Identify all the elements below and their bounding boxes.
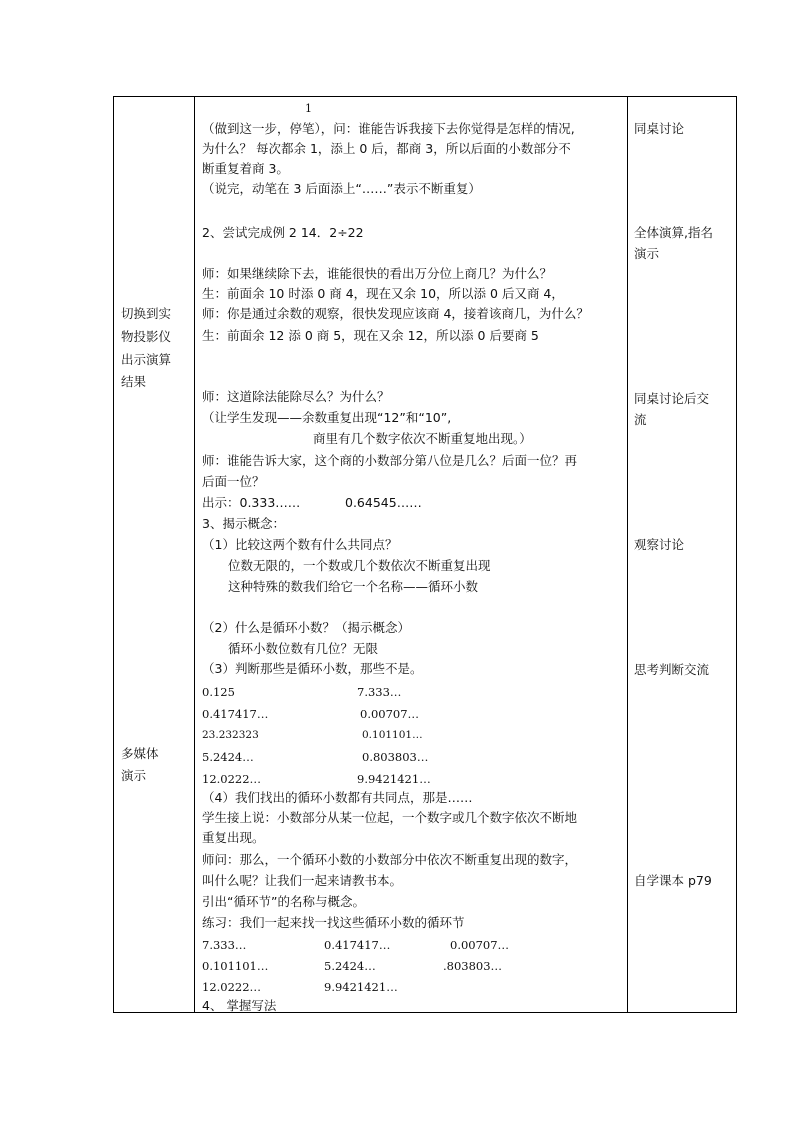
note-text: 全体演算,指名 xyxy=(634,225,713,240)
method-text-line: 结果 xyxy=(121,374,147,389)
note-text: 同桌讨论 xyxy=(634,121,685,136)
decimal-item: 0.00707… xyxy=(450,938,510,952)
text-line: 练习：我们一起来找一找这些循环小数的循环节 xyxy=(202,915,465,930)
text-line: 引出“循环节”的名称与概念。 xyxy=(202,894,365,909)
decimal-item: 7.333… xyxy=(202,938,247,952)
decimal-item: 23.232323 xyxy=(202,729,259,741)
section-heading: 4、 掌握写法 xyxy=(202,998,277,1013)
method-text-line: 物投影仪 xyxy=(121,329,172,344)
decimal-item: 7.333… xyxy=(357,685,402,699)
text-line: 重复出现。 xyxy=(202,830,265,845)
text-line: （4）我们找出的循环小数都有共同点，那是…… xyxy=(202,790,473,805)
top-digit: 1 xyxy=(305,102,312,115)
decimal-item: 0.101101… xyxy=(202,959,269,973)
decimal-item: 0.101101… xyxy=(362,729,423,741)
text-line: 断重复着商 3。 xyxy=(202,161,289,176)
text-line: 师：谁能告诉大家，这个商的小数部分第八位是几么？后面一位？再 xyxy=(202,453,578,468)
text-line: 循环小数位数有几位？无限 xyxy=(228,641,379,656)
content-column xyxy=(195,97,628,1013)
text-line: 师：如果继续除下去，谁能很快的看出万分位上商几？为什么？ xyxy=(202,266,553,281)
text-line: 这种特殊的数我们给它一个名称——循环小数 xyxy=(228,579,479,594)
decimal-item: 0.125 xyxy=(202,685,235,699)
text-line: 师：这道除法能除尽么？为什么？ xyxy=(202,389,390,404)
text-line: （2）什么是循环小数？（揭示概念） xyxy=(202,620,410,635)
note-text: 流 xyxy=(634,412,647,427)
decimal-item: 0.00707… xyxy=(360,707,420,721)
text-line: 商里有几个数字依次不断重复地出现。） xyxy=(313,431,532,446)
method-text-line: 演示 xyxy=(121,768,147,783)
decimal-item: 0.417417… xyxy=(202,707,269,721)
text-line: 生：前面余 10 时添 0 商 4，现在又余 10，所以添 0 后又商 4， xyxy=(202,286,564,301)
table-row xyxy=(114,97,737,1013)
example-heading: 2、尝试完成例 2 14．2÷22 xyxy=(202,225,364,240)
decimal-item: 5.2424… xyxy=(202,750,254,764)
text-line: （1）比较这两个数有什么共同点？ xyxy=(202,537,398,552)
text-line: 师：你是通过余数的观察，很快发现应该商 4，接着该商几，为什么？ xyxy=(202,306,589,321)
text-line: （让学生发现——余数重复出现“12”和“10”, xyxy=(202,410,452,425)
note-text: 演示 xyxy=(634,246,660,261)
method-text-line: 出示演算 xyxy=(121,352,172,367)
text-line: 学生接上说：小数部分从某一位起，一个数字或几个数字依次不断地 xyxy=(202,810,578,825)
note-text: 观察讨论 xyxy=(634,537,685,552)
decimal-item: .803803… xyxy=(443,959,503,973)
decimal-item: 9.9421421… xyxy=(357,772,431,786)
method-text-line: 切换到实 xyxy=(121,306,172,321)
lesson-plan-table xyxy=(113,96,737,1013)
method-column xyxy=(114,97,195,1013)
text-line: （说完，动笔在 3 后面添上“……”表示不断重复） xyxy=(202,181,481,196)
decimal-item: 5.2424… xyxy=(324,959,376,973)
note-text: 思考判断交流 xyxy=(634,662,710,677)
decimal-item: 12.0222… xyxy=(202,980,262,994)
decimal-item: 0.417417… xyxy=(324,938,391,952)
text-line: 位数无限的，一个数或几个数依次不断重复出现 xyxy=(228,558,491,573)
text-line: 师问：那么，一个循环小数的小数部分中依次不断重复出现的数字， xyxy=(202,852,578,867)
text-line: 为什么？ 每次都余 1，添上 0 后，都商 3，所以后面的小数部分不 xyxy=(202,141,571,156)
decimal-item: 0.803803… xyxy=(362,750,429,764)
text-line: 0.64545…… xyxy=(345,495,422,510)
note-text: 同桌讨论后交 xyxy=(634,391,710,406)
text-line: 后面一位？ xyxy=(202,474,265,489)
method-text-line: 多媒体 xyxy=(121,746,159,761)
note-text: 自学课本 p79 xyxy=(634,873,712,888)
section-heading: 3、揭示概念： xyxy=(202,516,285,531)
text-line: （3）判断那些是循环小数，那些不是。 xyxy=(202,661,423,676)
text-line: （做到这一步，停笔），问：谁能告诉我接下去你觉得是怎样的情况, xyxy=(202,121,575,136)
decimal-item: 12.0222… xyxy=(202,772,262,786)
decimal-item: 9.9421421… xyxy=(324,980,398,994)
notes-column xyxy=(628,97,737,1013)
text-line: 出示：0.333…… xyxy=(202,495,301,510)
text-line: 叫什么呢？让我们一起来请教书本。 xyxy=(202,873,403,888)
text-line: 生：前面余 12 添 0 商 5，现在又余 12，所以添 0 后要商 5 xyxy=(202,328,539,343)
